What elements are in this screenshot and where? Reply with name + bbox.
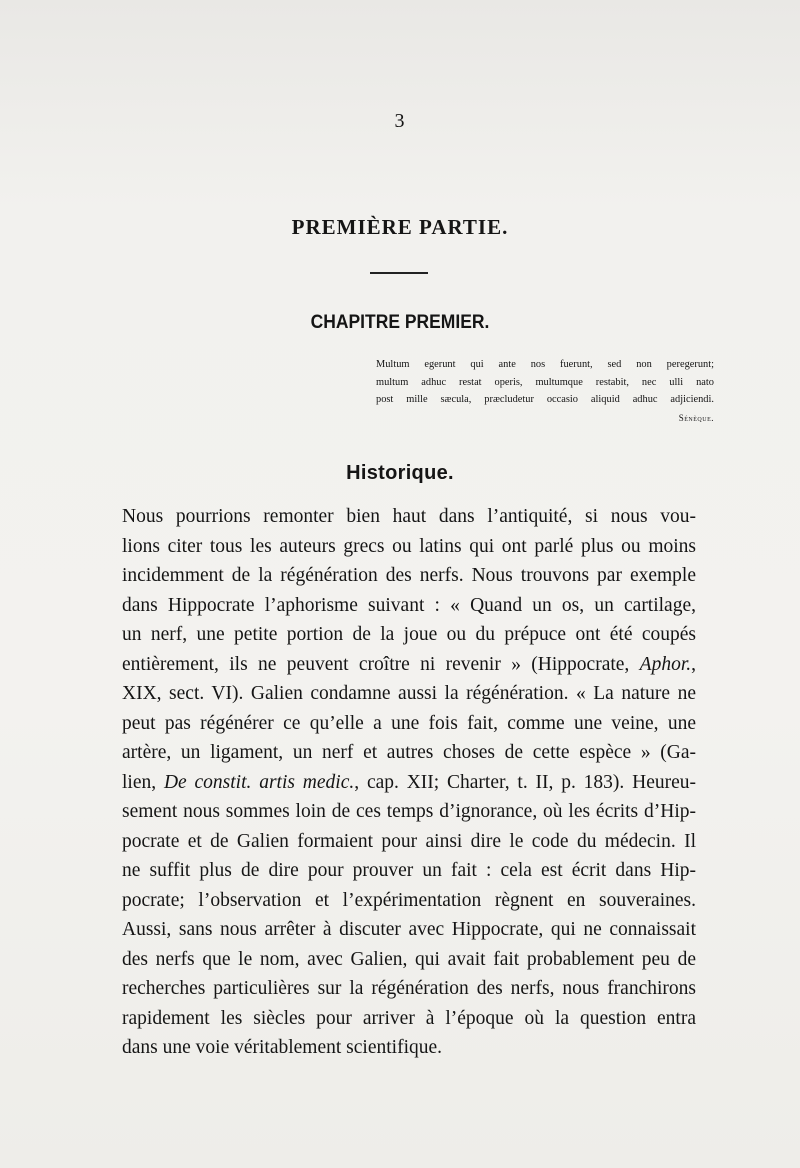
epigraph (376, 356, 714, 427)
body-line: incidemment de la régénération des nerfs. Nous trouvons par exemple (122, 565, 696, 586)
epigraph-line: Multum egerunt qui ante nos fuerunt, sed non peregerunt; (376, 359, 714, 370)
body-line: sement nous sommes loin de ces temps d’ignorance, où les écrits d’Hip- (122, 801, 696, 822)
body-line: lien, De constit. artis medic., cap. XII; Charter, t. II, p. 183). Heureu- (122, 771, 696, 793)
body-paragraph (122, 502, 696, 1063)
body-line: peut pas régénérer ce qu’elle a une fois fait, comme une veine, une (122, 712, 696, 734)
body-line: entièrement, ils ne peuvent croître ni revenir » (Hippocrate, Aphor., (122, 653, 696, 675)
title-divider-rule (370, 272, 428, 274)
chapter-title: CHAPITRE PREMIER. (310, 312, 490, 333)
body-line: pocrate et de Galien formaient pour ainsi dire le code du médecin. Il (122, 830, 696, 852)
body-line: dans Hippocrate l’aphorisme suivant : « Quand un os, un cartilage, (122, 594, 696, 616)
section-title: Historique. (346, 462, 454, 484)
body-line: XIX, sect. VI). Galien condamne aussi la régénération. « La nature ne (122, 683, 696, 704)
body-line: ne suffit plus de dire pour prouver un fait : cela est écrit dans Hip- (122, 860, 696, 881)
body-line: rapidement les siècles pour arriver à l’époque où la question entra (122, 1007, 696, 1029)
body-line: Aussi, sans nous arrêter à discuter avec Hippocrate, qui ne connaissait (122, 919, 696, 940)
body-line: recherches particulières sur la régénération des nerfs, nous franchirons (122, 978, 696, 999)
body-line: lions citer tous les auteurs grecs ou latins qui ont parlé plus ou moins (122, 535, 696, 557)
epigraph-author: Sénèque. (678, 412, 714, 423)
body-line: dans une voie véritablement scientifique. (122, 1037, 443, 1058)
body-line: un nerf, une petite portion de la joue ou du prépuce ont été coupés (122, 624, 696, 645)
epigraph-line: post mille sæcula, præcludetur occasio aliquid adhuc adjiciendi. (376, 394, 714, 405)
page-number: 3 (394, 110, 406, 132)
body-line: des nerfs que le nom, avec Galien, qui avait fait probablement peu de (122, 948, 696, 970)
part-title: PREMIÈRE PARTIE. (291, 215, 509, 239)
body-line: artère, un ligament, un nerf et autres choses de cette espèce » (Ga- (122, 742, 696, 763)
body-line: pocrate; l’observation et l’expérimentation règnent en souveraines. (122, 889, 696, 911)
body-line: Nous pourrions remonter bien haut dans l’antiquité, si nous vou- (122, 506, 696, 527)
epigraph-line: multum adhuc restat operis, multumque restabit, nec ulli nato (376, 376, 714, 388)
